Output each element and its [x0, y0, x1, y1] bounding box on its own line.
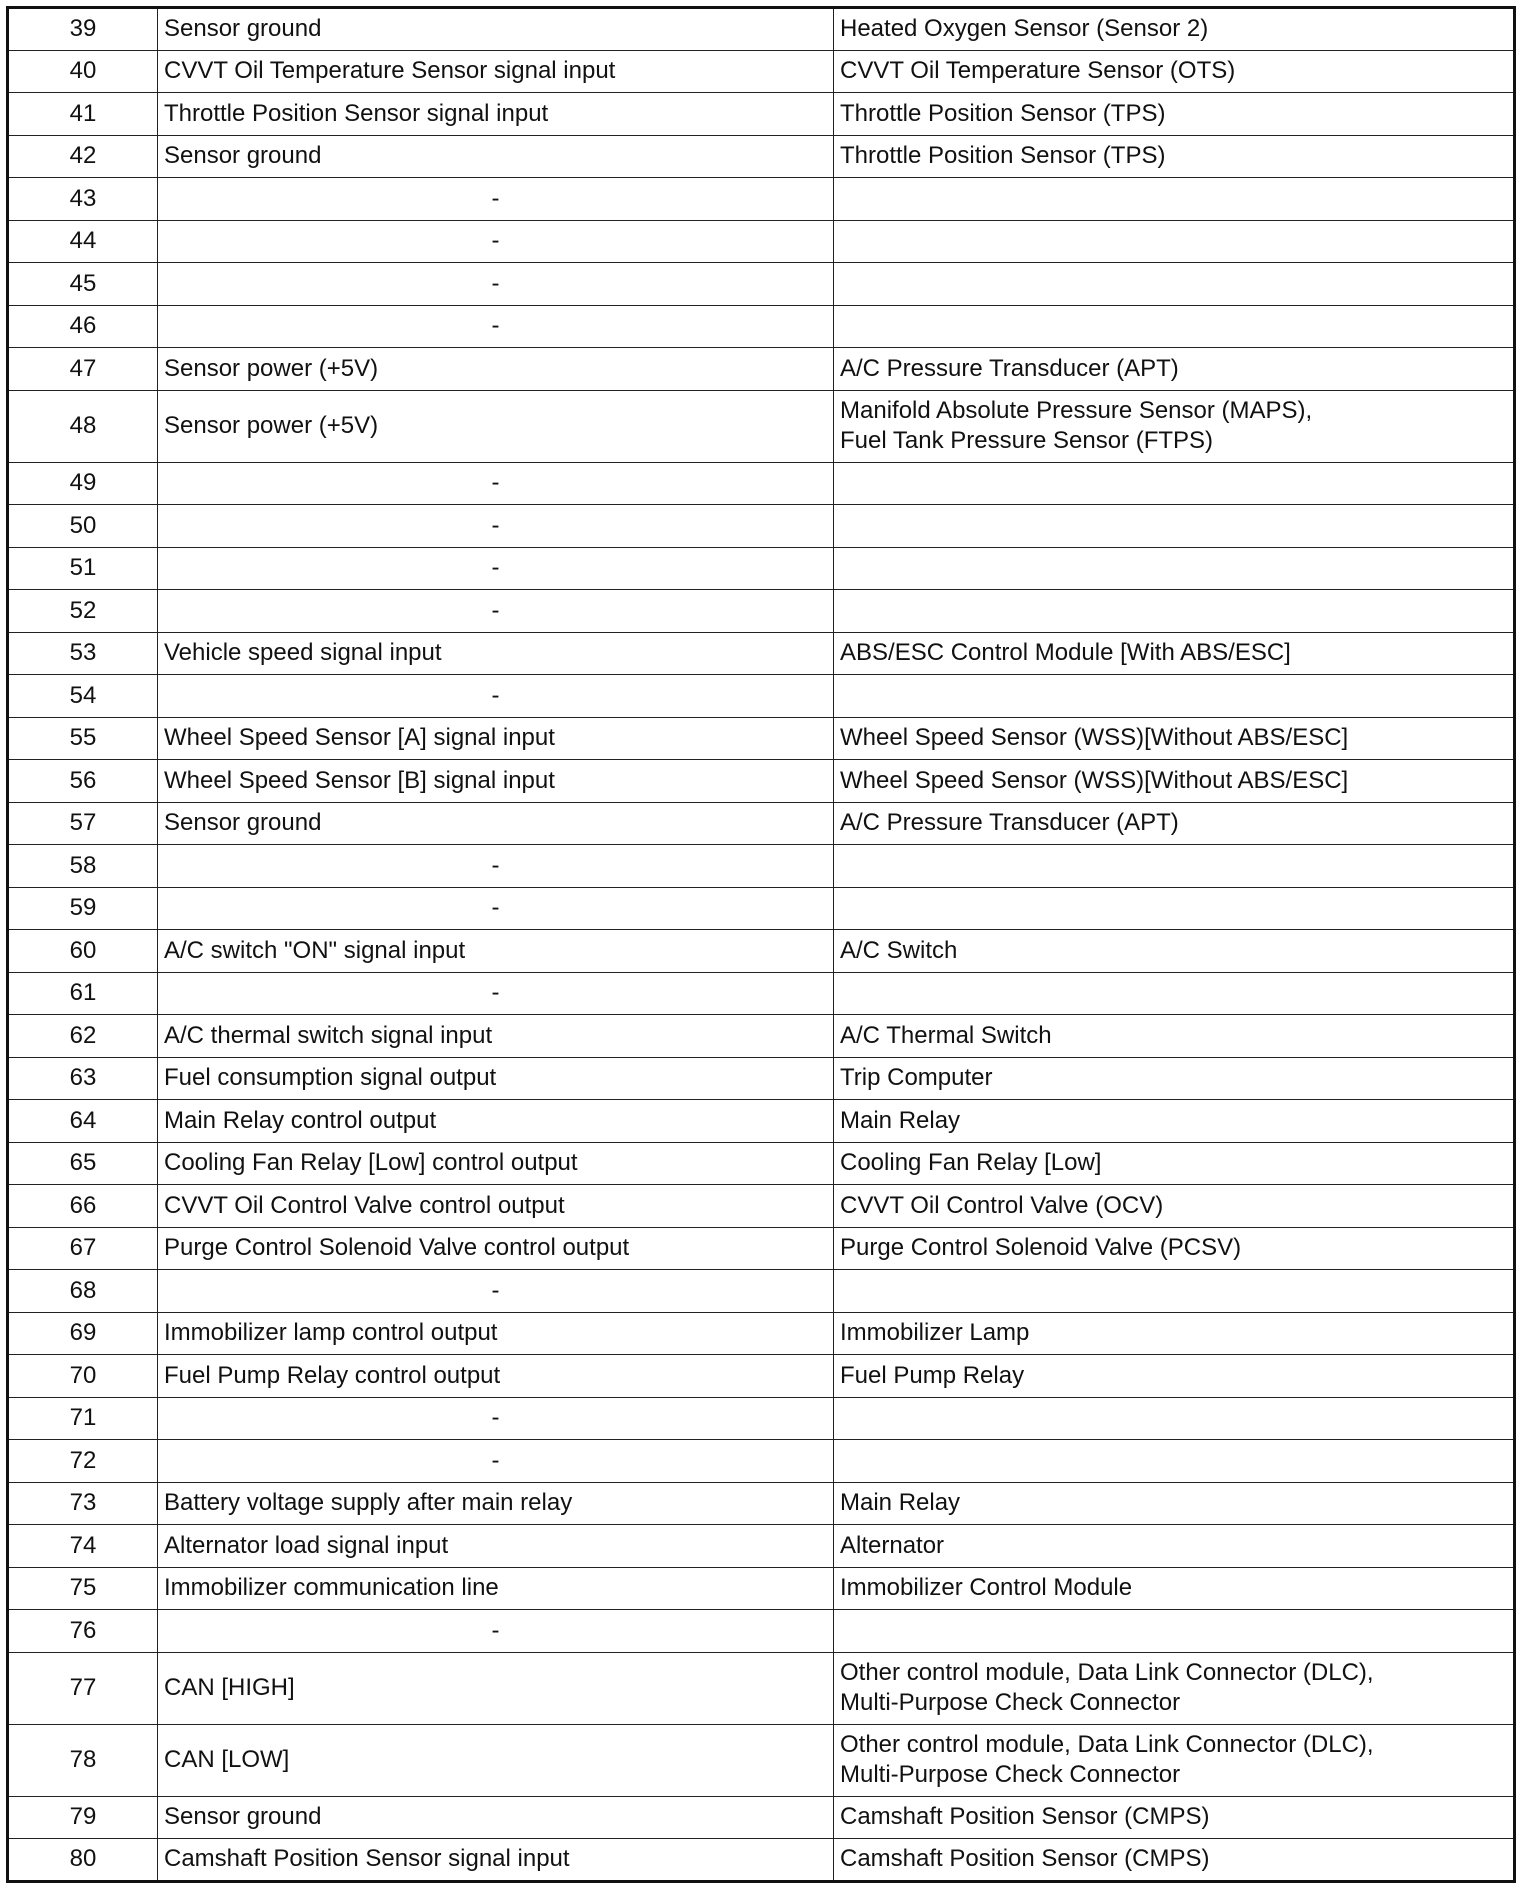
connected-to	[834, 8, 1515, 51]
connected-to	[834, 972, 1515, 1015]
table-row	[8, 1796, 1515, 1839]
connected-to-line: Immobilizer Control Module	[840, 1574, 1133, 1602]
pin-number: 42	[8, 135, 158, 178]
pin-description: CVVT Oil Temperature Sensor signal input	[158, 50, 834, 93]
connected-to	[834, 1355, 1515, 1398]
pin-description: -	[158, 178, 834, 221]
connected-to	[834, 1142, 1515, 1185]
pin-number: 58	[8, 845, 158, 888]
connected-to	[834, 1724, 1515, 1796]
table-row	[8, 802, 1515, 845]
connected-to-line: Fuel Pump Relay	[840, 1361, 1025, 1389]
pin-number: 47	[8, 348, 158, 391]
table-row	[8, 1482, 1515, 1525]
connected-to-line: A/C Switch	[840, 936, 958, 964]
pin-table	[6, 6, 1516, 1883]
connected-to-line: Fuel Tank Pressure Sensor (FTPS)	[840, 427, 1214, 454]
table-row	[8, 1015, 1515, 1058]
table-row	[8, 93, 1515, 136]
connected-to	[834, 1185, 1515, 1228]
pin-description: -	[158, 590, 834, 633]
pin-number: 67	[8, 1227, 158, 1270]
connected-to	[834, 1839, 1515, 1882]
connected-to-line: Manifold Absolute Pressure Sensor (MAPS),	[840, 397, 1313, 424]
pin-number: 45	[8, 263, 158, 306]
connected-to-line: ABS/ESC Control Module [With ABS/ESC]	[840, 639, 1291, 667]
pin-description: Immobilizer communication line	[158, 1567, 834, 1610]
connected-to	[834, 1397, 1515, 1440]
table-row	[8, 1185, 1515, 1228]
table-row	[8, 1100, 1515, 1143]
table-row	[8, 632, 1515, 675]
pin-description: Fuel Pump Relay control output	[158, 1355, 834, 1398]
connected-to	[834, 760, 1515, 803]
pin-description: Cooling Fan Relay [Low] control output	[158, 1142, 834, 1185]
table-row	[8, 717, 1515, 760]
pin-description: Wheel Speed Sensor [A] signal input	[158, 717, 834, 760]
pin-description: -	[158, 462, 834, 505]
table-row	[8, 1355, 1515, 1398]
connected-to	[834, 93, 1515, 136]
pin-number: 63	[8, 1057, 158, 1100]
pin-description: -	[158, 305, 834, 348]
pin-description: Sensor power (+5V)	[158, 348, 834, 391]
pin-number: 73	[8, 1482, 158, 1525]
connected-to-line: Heated Oxygen Sensor (Sensor 2)	[840, 15, 1209, 43]
connected-to-line: Other control module, Data Link Connector (DLC),	[840, 1659, 1374, 1686]
connected-to	[834, 1567, 1515, 1610]
pin-description: -	[158, 887, 834, 930]
pin-number: 70	[8, 1355, 158, 1398]
pin-number: 52	[8, 590, 158, 633]
table-row	[8, 590, 1515, 633]
connected-to-line: Trip Computer	[840, 1064, 993, 1092]
connected-to	[834, 547, 1515, 590]
table-row	[8, 135, 1515, 178]
pin-number: 64	[8, 1100, 158, 1143]
pin-number: 41	[8, 93, 158, 136]
table-row	[8, 1567, 1515, 1610]
pin-number: 44	[8, 220, 158, 263]
pin-number: 53	[8, 632, 158, 675]
pin-description: Immobilizer lamp control output	[158, 1312, 834, 1355]
connected-to-line: Wheel Speed Sensor (WSS)[Without ABS/ESC]	[840, 724, 1349, 752]
connected-to-line: Main Relay	[840, 1106, 961, 1134]
pin-number: 61	[8, 972, 158, 1015]
connected-to	[834, 1610, 1515, 1653]
table-row	[8, 972, 1515, 1015]
connected-to	[834, 675, 1515, 718]
pin-description: -	[158, 505, 834, 548]
table-row	[8, 1652, 1515, 1724]
pin-description: -	[158, 1397, 834, 1440]
pin-number: 77	[8, 1652, 158, 1724]
table-row	[8, 505, 1515, 548]
table-row	[8, 462, 1515, 505]
connected-to-line: Multi-Purpose Check Connector	[840, 1761, 1181, 1788]
pin-description: A/C switch "ON" signal input	[158, 930, 834, 973]
pin-description: Main Relay control output	[158, 1100, 834, 1143]
table-row	[8, 1610, 1515, 1653]
pin-description: -	[158, 547, 834, 590]
connected-to	[834, 505, 1515, 548]
connected-to	[834, 462, 1515, 505]
connected-to	[834, 50, 1515, 93]
pin-number: 72	[8, 1440, 158, 1483]
pin-description: Camshaft Position Sensor signal input	[158, 1839, 834, 1882]
pin-number: 55	[8, 717, 158, 760]
pin-description: Wheel Speed Sensor [B] signal input	[158, 760, 834, 803]
pin-description: Vehicle speed signal input	[158, 632, 834, 675]
table-row	[8, 220, 1515, 263]
pin-description: -	[158, 1440, 834, 1483]
table-row	[8, 1440, 1515, 1483]
pin-number: 76	[8, 1610, 158, 1653]
connected-to	[834, 305, 1515, 348]
pin-number: 74	[8, 1525, 158, 1568]
connected-to-line: Main Relay	[840, 1489, 961, 1517]
connected-to	[834, 590, 1515, 633]
pin-number: 54	[8, 675, 158, 718]
pin-description: Sensor ground	[158, 135, 834, 178]
connected-to-line: Other control module, Data Link Connector (DLC),	[840, 1731, 1374, 1758]
connected-to	[834, 1440, 1515, 1483]
pin-description: -	[158, 220, 834, 263]
table-row	[8, 1227, 1515, 1270]
pin-number: 40	[8, 50, 158, 93]
table-row	[8, 845, 1515, 888]
connected-to-line: Multi-Purpose Check Connector	[840, 1689, 1181, 1716]
table-row	[8, 348, 1515, 391]
pin-description: CAN [HIGH]	[158, 1652, 834, 1724]
pin-number: 48	[8, 390, 158, 462]
connected-to-line: A/C Pressure Transducer (APT)	[840, 809, 1179, 837]
pin-number: 57	[8, 802, 158, 845]
connected-to	[834, 220, 1515, 263]
pin-number: 69	[8, 1312, 158, 1355]
connected-to	[834, 1057, 1515, 1100]
connected-to	[834, 1312, 1515, 1355]
connected-to	[834, 1652, 1515, 1724]
connected-to	[834, 1100, 1515, 1143]
connected-to	[834, 178, 1515, 221]
connected-to	[834, 135, 1515, 178]
connected-to	[834, 1525, 1515, 1568]
pin-number: 66	[8, 1185, 158, 1228]
pin-description: Throttle Position Sensor signal input	[158, 93, 834, 136]
connected-to-line: Wheel Speed Sensor (WSS)[Without ABS/ESC]	[840, 766, 1349, 794]
connected-to	[834, 930, 1515, 973]
connected-to-line: CVVT Oil Temperature Sensor (OTS)	[840, 57, 1236, 85]
pin-description: Sensor power (+5V)	[158, 390, 834, 462]
table-row	[8, 263, 1515, 306]
connected-to	[834, 390, 1515, 462]
table-row	[8, 930, 1515, 973]
pin-number: 59	[8, 887, 158, 930]
connected-to-line: Purge Control Solenoid Valve (PCSV)	[840, 1234, 1242, 1262]
pin-number: 79	[8, 1796, 158, 1839]
connected-to-line: A/C Thermal Switch	[840, 1021, 1052, 1049]
pin-description: -	[158, 1610, 834, 1653]
table-row	[8, 1312, 1515, 1355]
pin-description: -	[158, 972, 834, 1015]
connected-to-line: Throttle Position Sensor (TPS)	[840, 99, 1166, 127]
table-row	[8, 390, 1515, 462]
connected-to	[834, 348, 1515, 391]
connected-to-line: Throttle Position Sensor (TPS)	[840, 142, 1166, 170]
pin-description: CAN [LOW]	[158, 1724, 834, 1796]
pin-description: Purge Control Solenoid Valve control output	[158, 1227, 834, 1270]
pin-description: Battery voltage supply after main relay	[158, 1482, 834, 1525]
pin-number: 62	[8, 1015, 158, 1058]
pin-number: 50	[8, 505, 158, 548]
table-row	[8, 1724, 1515, 1796]
table-row	[8, 50, 1515, 93]
table-row	[8, 887, 1515, 930]
pin-number: 56	[8, 760, 158, 803]
table-row	[8, 760, 1515, 803]
pin-description: A/C thermal switch signal input	[158, 1015, 834, 1058]
connected-to	[834, 1015, 1515, 1058]
table-row	[8, 1142, 1515, 1185]
pin-number: 43	[8, 178, 158, 221]
connected-to	[834, 1270, 1515, 1313]
pin-number: 51	[8, 547, 158, 590]
pin-number: 80	[8, 1839, 158, 1882]
pin-description: CVVT Oil Control Valve control output	[158, 1185, 834, 1228]
connected-to	[834, 802, 1515, 845]
pin-description: Fuel consumption signal output	[158, 1057, 834, 1100]
pin-description: -	[158, 675, 834, 718]
connected-to-line: Immobilizer Lamp	[840, 1319, 1030, 1347]
connected-to-line: Alternator	[840, 1531, 945, 1559]
table-row	[8, 1270, 1515, 1313]
pin-number: 68	[8, 1270, 158, 1313]
connected-to-line: Camshaft Position Sensor (CMPS)	[840, 1803, 1210, 1831]
table-row	[8, 1839, 1515, 1882]
table-row	[8, 305, 1515, 348]
table-row	[8, 1397, 1515, 1440]
connected-to	[834, 1482, 1515, 1525]
pin-description: Sensor ground	[158, 8, 834, 51]
connected-to-line: Camshaft Position Sensor (CMPS)	[840, 1845, 1210, 1873]
connected-to-line: A/C Pressure Transducer (APT)	[840, 354, 1179, 382]
pin-description: -	[158, 845, 834, 888]
pin-description: Alternator load signal input	[158, 1525, 834, 1568]
pin-description: Sensor ground	[158, 802, 834, 845]
connected-to	[834, 717, 1515, 760]
pin-number: 49	[8, 462, 158, 505]
table-row	[8, 1525, 1515, 1568]
table-row	[8, 178, 1515, 221]
connected-to	[834, 263, 1515, 306]
pin-number: 39	[8, 8, 158, 51]
pin-number: 46	[8, 305, 158, 348]
pin-number: 78	[8, 1724, 158, 1796]
pin-table-body	[8, 8, 1515, 1882]
pin-description: -	[158, 263, 834, 306]
table-row	[8, 547, 1515, 590]
table-row	[8, 8, 1515, 51]
connected-to	[834, 632, 1515, 675]
connected-to	[834, 1796, 1515, 1839]
pin-description: -	[158, 1270, 834, 1313]
connected-to-line: CVVT Oil Control Valve (OCV)	[840, 1191, 1164, 1219]
connected-to	[834, 845, 1515, 888]
pin-number: 60	[8, 930, 158, 973]
connected-to	[834, 1227, 1515, 1270]
pin-number: 65	[8, 1142, 158, 1185]
table-row	[8, 675, 1515, 718]
connected-to	[834, 887, 1515, 930]
connected-to-line: Cooling Fan Relay [Low]	[840, 1149, 1102, 1177]
table-row	[8, 1057, 1515, 1100]
pin-number: 71	[8, 1397, 158, 1440]
pin-number: 75	[8, 1567, 158, 1610]
pin-description: Sensor ground	[158, 1796, 834, 1839]
